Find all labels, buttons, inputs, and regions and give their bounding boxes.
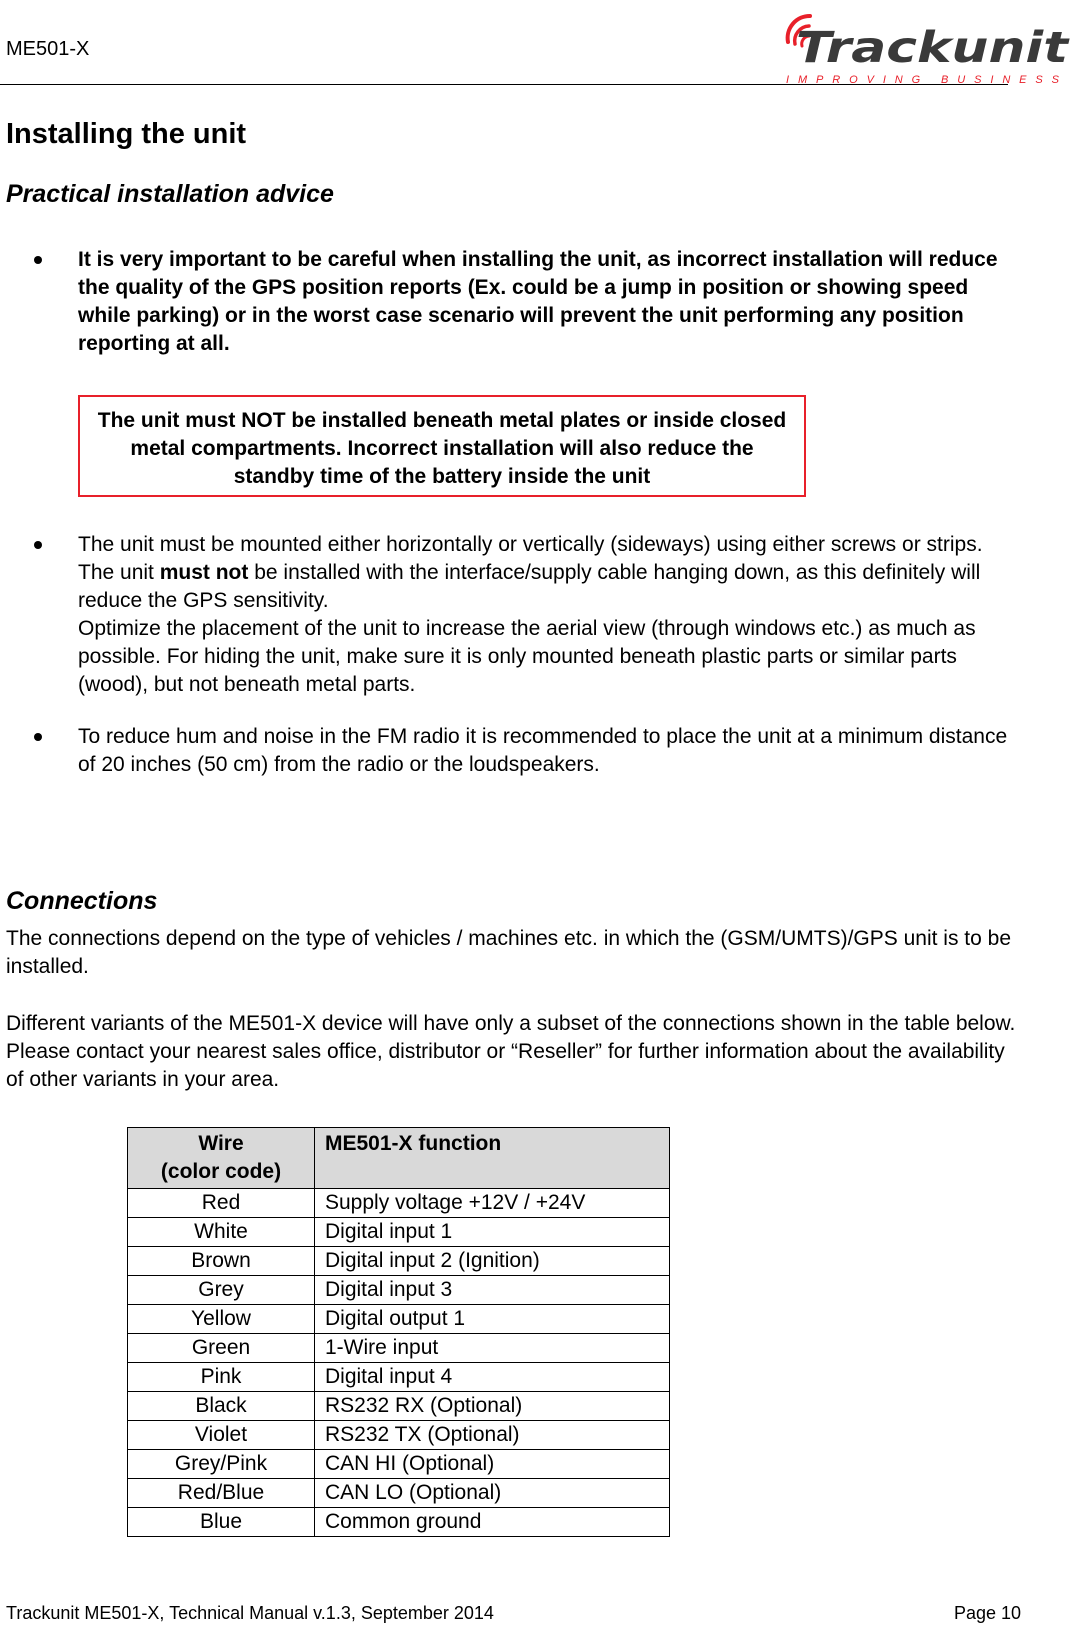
table-row — [128, 1508, 670, 1537]
wire-color-cell: Yellow — [128, 1305, 315, 1334]
bullet-fm-radio: To reduce hum and noise in the FM radio it is recommended to place the unit at a minimum distance of 20 inches (50 cm) from the radio or the loudspeakers. — [78, 725, 1008, 776]
connections-intro: The connections depend on the type of vehicles / machines etc. in which the (GSM/UMTS)/GPS unit is to be installed. — [6, 927, 1011, 978]
bullet-careful-installation: It is very important to be careful when installing the unit, as incorrect installation will reduce the quality of the GPS position reports (Ex. could be a jump in position or showing speed while parking) or in the worst case scenario will prevent the unit performing any position reporting at all. — [78, 248, 998, 355]
table-row — [128, 1218, 670, 1247]
connections-title: Connections — [6, 887, 158, 915]
function-cell: Digital input 2 (Ignition) — [315, 1247, 670, 1276]
function-cell: RS232 TX (Optional) — [315, 1421, 670, 1450]
function-cell: Digital input 1 — [315, 1218, 670, 1247]
table-header-row — [128, 1128, 670, 1189]
table-row — [128, 1189, 670, 1218]
function-cell: RS232 RX (Optional) — [315, 1392, 670, 1421]
header-function: ME501-X function — [315, 1128, 670, 1189]
mounting-text-placement: Optimize the placement of the unit to increase the aerial view (through windows etc.) as much as possible. For hiding the unit, make sure it is only mounted beneath plastic parts or similar parts (wood), but not beneath metal parts. — [78, 617, 976, 696]
wire-color-cell: Pink — [128, 1363, 315, 1392]
header-document-title: ME501-X — [6, 38, 90, 60]
table-row — [128, 1363, 670, 1392]
header-wire-line2: (color code) — [160, 1160, 282, 1183]
bullet-icon — [34, 256, 42, 264]
table-row — [128, 1421, 670, 1450]
function-cell: Supply voltage +12V / +24V — [315, 1189, 670, 1218]
wire-color-cell: Green — [128, 1334, 315, 1363]
wire-color-cell: White — [128, 1218, 315, 1247]
table-row — [128, 1392, 670, 1421]
footer-document-info: Trackunit ME501-X, Technical Manual v.1.3, September 2014 — [6, 1603, 494, 1623]
wire-color-cell: Grey — [128, 1276, 315, 1305]
mounting-text-emphasis: must not — [159, 561, 249, 584]
trackunit-logo — [778, 2, 1073, 88]
table-row — [128, 1479, 670, 1508]
wire-color-cell: Black — [128, 1392, 315, 1421]
wire-color-cell: Red/Blue — [128, 1479, 315, 1508]
wire-function-table — [127, 1127, 670, 1537]
table-row — [128, 1334, 670, 1363]
function-cell: CAN LO (Optional) — [315, 1479, 670, 1508]
table-row — [128, 1305, 670, 1334]
warning-box: The unit must NOT be installed beneath metal plates or inside closed metal compartments. Incorrect installation will also reduce the standby time of the battery inside the unit — [78, 395, 806, 497]
function-cell: Digital input 3 — [315, 1276, 670, 1305]
wire-color-cell: Brown — [128, 1247, 315, 1276]
header-wire-line1: Wire — [198, 1132, 244, 1155]
section-title: Installing the unit — [6, 118, 247, 150]
function-cell: Digital input 4 — [315, 1363, 670, 1392]
footer-page-number: Page 10 — [954, 1603, 1022, 1623]
mounting-text-part1: The unit must be mounted either horizontally or vertically (sideways) using either screws or strips. The unit — [78, 533, 983, 584]
table-row — [128, 1276, 670, 1305]
wire-color-cell: Blue — [128, 1508, 315, 1537]
function-cell: CAN HI (Optional) — [315, 1450, 670, 1479]
table-row — [128, 1450, 670, 1479]
wire-color-cell: Violet — [128, 1421, 315, 1450]
logo-wordmark: Trackunit — [796, 23, 1070, 73]
bullet-mounting — [78, 531, 1008, 699]
function-cell: Digital output 1 — [315, 1305, 670, 1334]
function-cell: Common ground — [315, 1508, 670, 1537]
connections-variants-note: Different variants of the ME501-X device will have only a subset of the connections shown in the table below. Please contact your nearest sales office, distributor or “Reseller” for further information about the availability of other variants in your area. — [6, 1012, 1016, 1091]
function-cell: 1-Wire input — [315, 1334, 670, 1363]
wire-color-cell: Red — [128, 1189, 315, 1218]
logo-tagline: IMPROVING BUSINESS — [786, 74, 1068, 86]
bullet-icon — [34, 541, 42, 549]
wire-color-cell: Grey/Pink — [128, 1450, 315, 1479]
subsection-title: Practical installation advice — [6, 180, 334, 208]
bullet-icon — [34, 733, 42, 741]
table-row — [128, 1247, 670, 1276]
mounting-text-part2: be installed with the interface/supply cable hanging down, as this definitely will reduce the GPS sensitivity. — [78, 561, 981, 612]
header-divider — [0, 84, 1008, 85]
header-wire — [128, 1128, 315, 1189]
